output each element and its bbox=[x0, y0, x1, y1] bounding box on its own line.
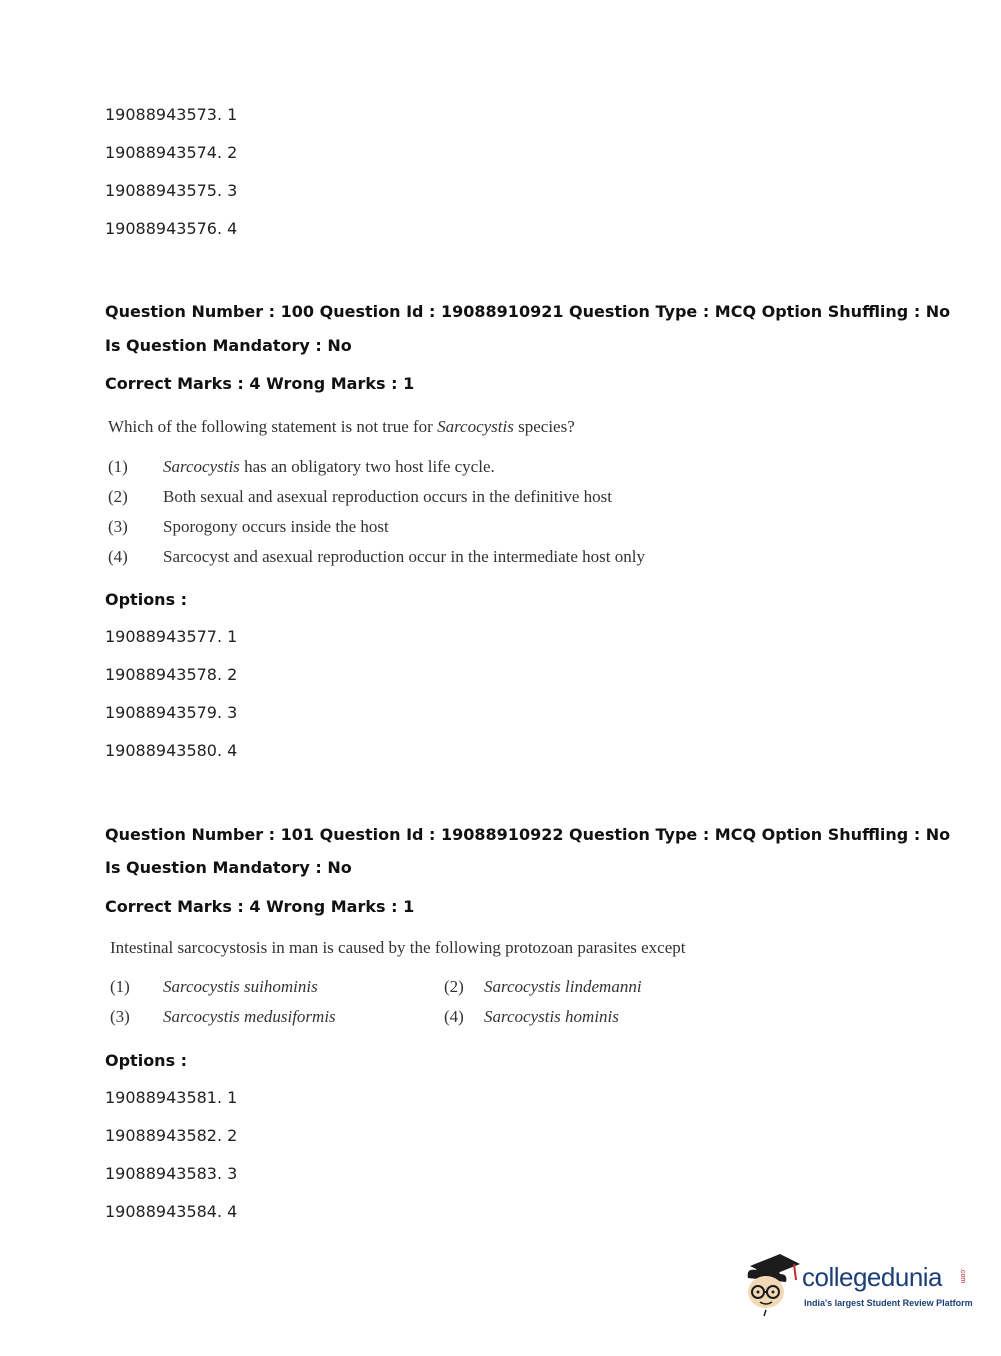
option-item: 19088943576. 4 bbox=[105, 219, 238, 238]
statement-number: (3) bbox=[108, 517, 128, 536]
logo-tagline: India's largest Student Review Platform bbox=[804, 1298, 973, 1308]
statement-number: (1) bbox=[108, 457, 128, 476]
question-100-header: Question Number : 100 Question Id : 19088910921 Question Type : MCQ Option Shuffling : No bbox=[105, 302, 951, 321]
option-item: 19088943584. 4 bbox=[105, 1202, 238, 1221]
choice-text: Sarcocystis hominis bbox=[484, 1007, 619, 1026]
question-100-mandatory: Is Question Mandatory : No bbox=[105, 336, 352, 355]
option-item: 19088943578. 2 bbox=[105, 665, 238, 684]
statement-text: Sarcocystis has an obligatory two host life cycle. bbox=[163, 457, 495, 476]
option-item: 19088943574. 2 bbox=[105, 143, 238, 162]
options-label: Options : bbox=[105, 1051, 188, 1070]
choice-number: (1) bbox=[110, 977, 130, 996]
option-item: 19088943577. 1 bbox=[105, 627, 238, 646]
option-item: 19088943583. 3 bbox=[105, 1164, 238, 1183]
choice-text: Sarcocystis medusiformis bbox=[163, 1007, 336, 1026]
option-item: 19088943575. 3 bbox=[105, 181, 238, 200]
options-label: Options : bbox=[105, 590, 188, 609]
option-item: 19088943573. 1 bbox=[105, 105, 238, 124]
choice-number: (4) bbox=[444, 1007, 464, 1026]
question-101-marks: Correct Marks : 4 Wrong Marks : 1 bbox=[105, 897, 415, 916]
option-item: 19088943579. 3 bbox=[105, 703, 238, 722]
statement-text: Both sexual and asexual reproduction occurs in the definitive host bbox=[163, 487, 612, 506]
question-101-header: Question Number : 101 Question Id : 19088910922 Question Type : MCQ Option Shuffling : No bbox=[105, 825, 951, 844]
option-item: 19088943581. 1 bbox=[105, 1088, 238, 1107]
mascot-graduate-icon bbox=[742, 1250, 802, 1320]
logo-suffix: .com bbox=[959, 1268, 966, 1284]
collegedunia-logo bbox=[742, 1250, 972, 1320]
question-101-text: Intestinal sarcocystosis in man is caused by the following protozoan parasites except bbox=[110, 938, 686, 957]
logo-wordmark: collegedunia bbox=[802, 1262, 943, 1292]
statement-text: Sporogony occurs inside the host bbox=[163, 517, 389, 536]
choice-text: Sarcocystis lindemanni bbox=[484, 977, 642, 996]
question-101-mandatory: Is Question Mandatory : No bbox=[105, 858, 352, 877]
statement-text: Sarcocyst and asexual reproduction occur in the intermediate host only bbox=[163, 547, 645, 566]
option-item: 19088943582. 2 bbox=[105, 1126, 238, 1145]
choice-text: Sarcocystis suihominis bbox=[163, 977, 318, 996]
question-100-text: Which of the following statement is not true for Sarcocystis species? bbox=[108, 417, 575, 436]
option-item: 19088943580. 4 bbox=[105, 741, 238, 760]
question-100-marks: Correct Marks : 4 Wrong Marks : 1 bbox=[105, 374, 415, 393]
statement-number: (4) bbox=[108, 547, 128, 566]
choice-number: (2) bbox=[444, 977, 464, 996]
choice-number: (3) bbox=[110, 1007, 130, 1026]
statement-number: (2) bbox=[108, 487, 128, 506]
